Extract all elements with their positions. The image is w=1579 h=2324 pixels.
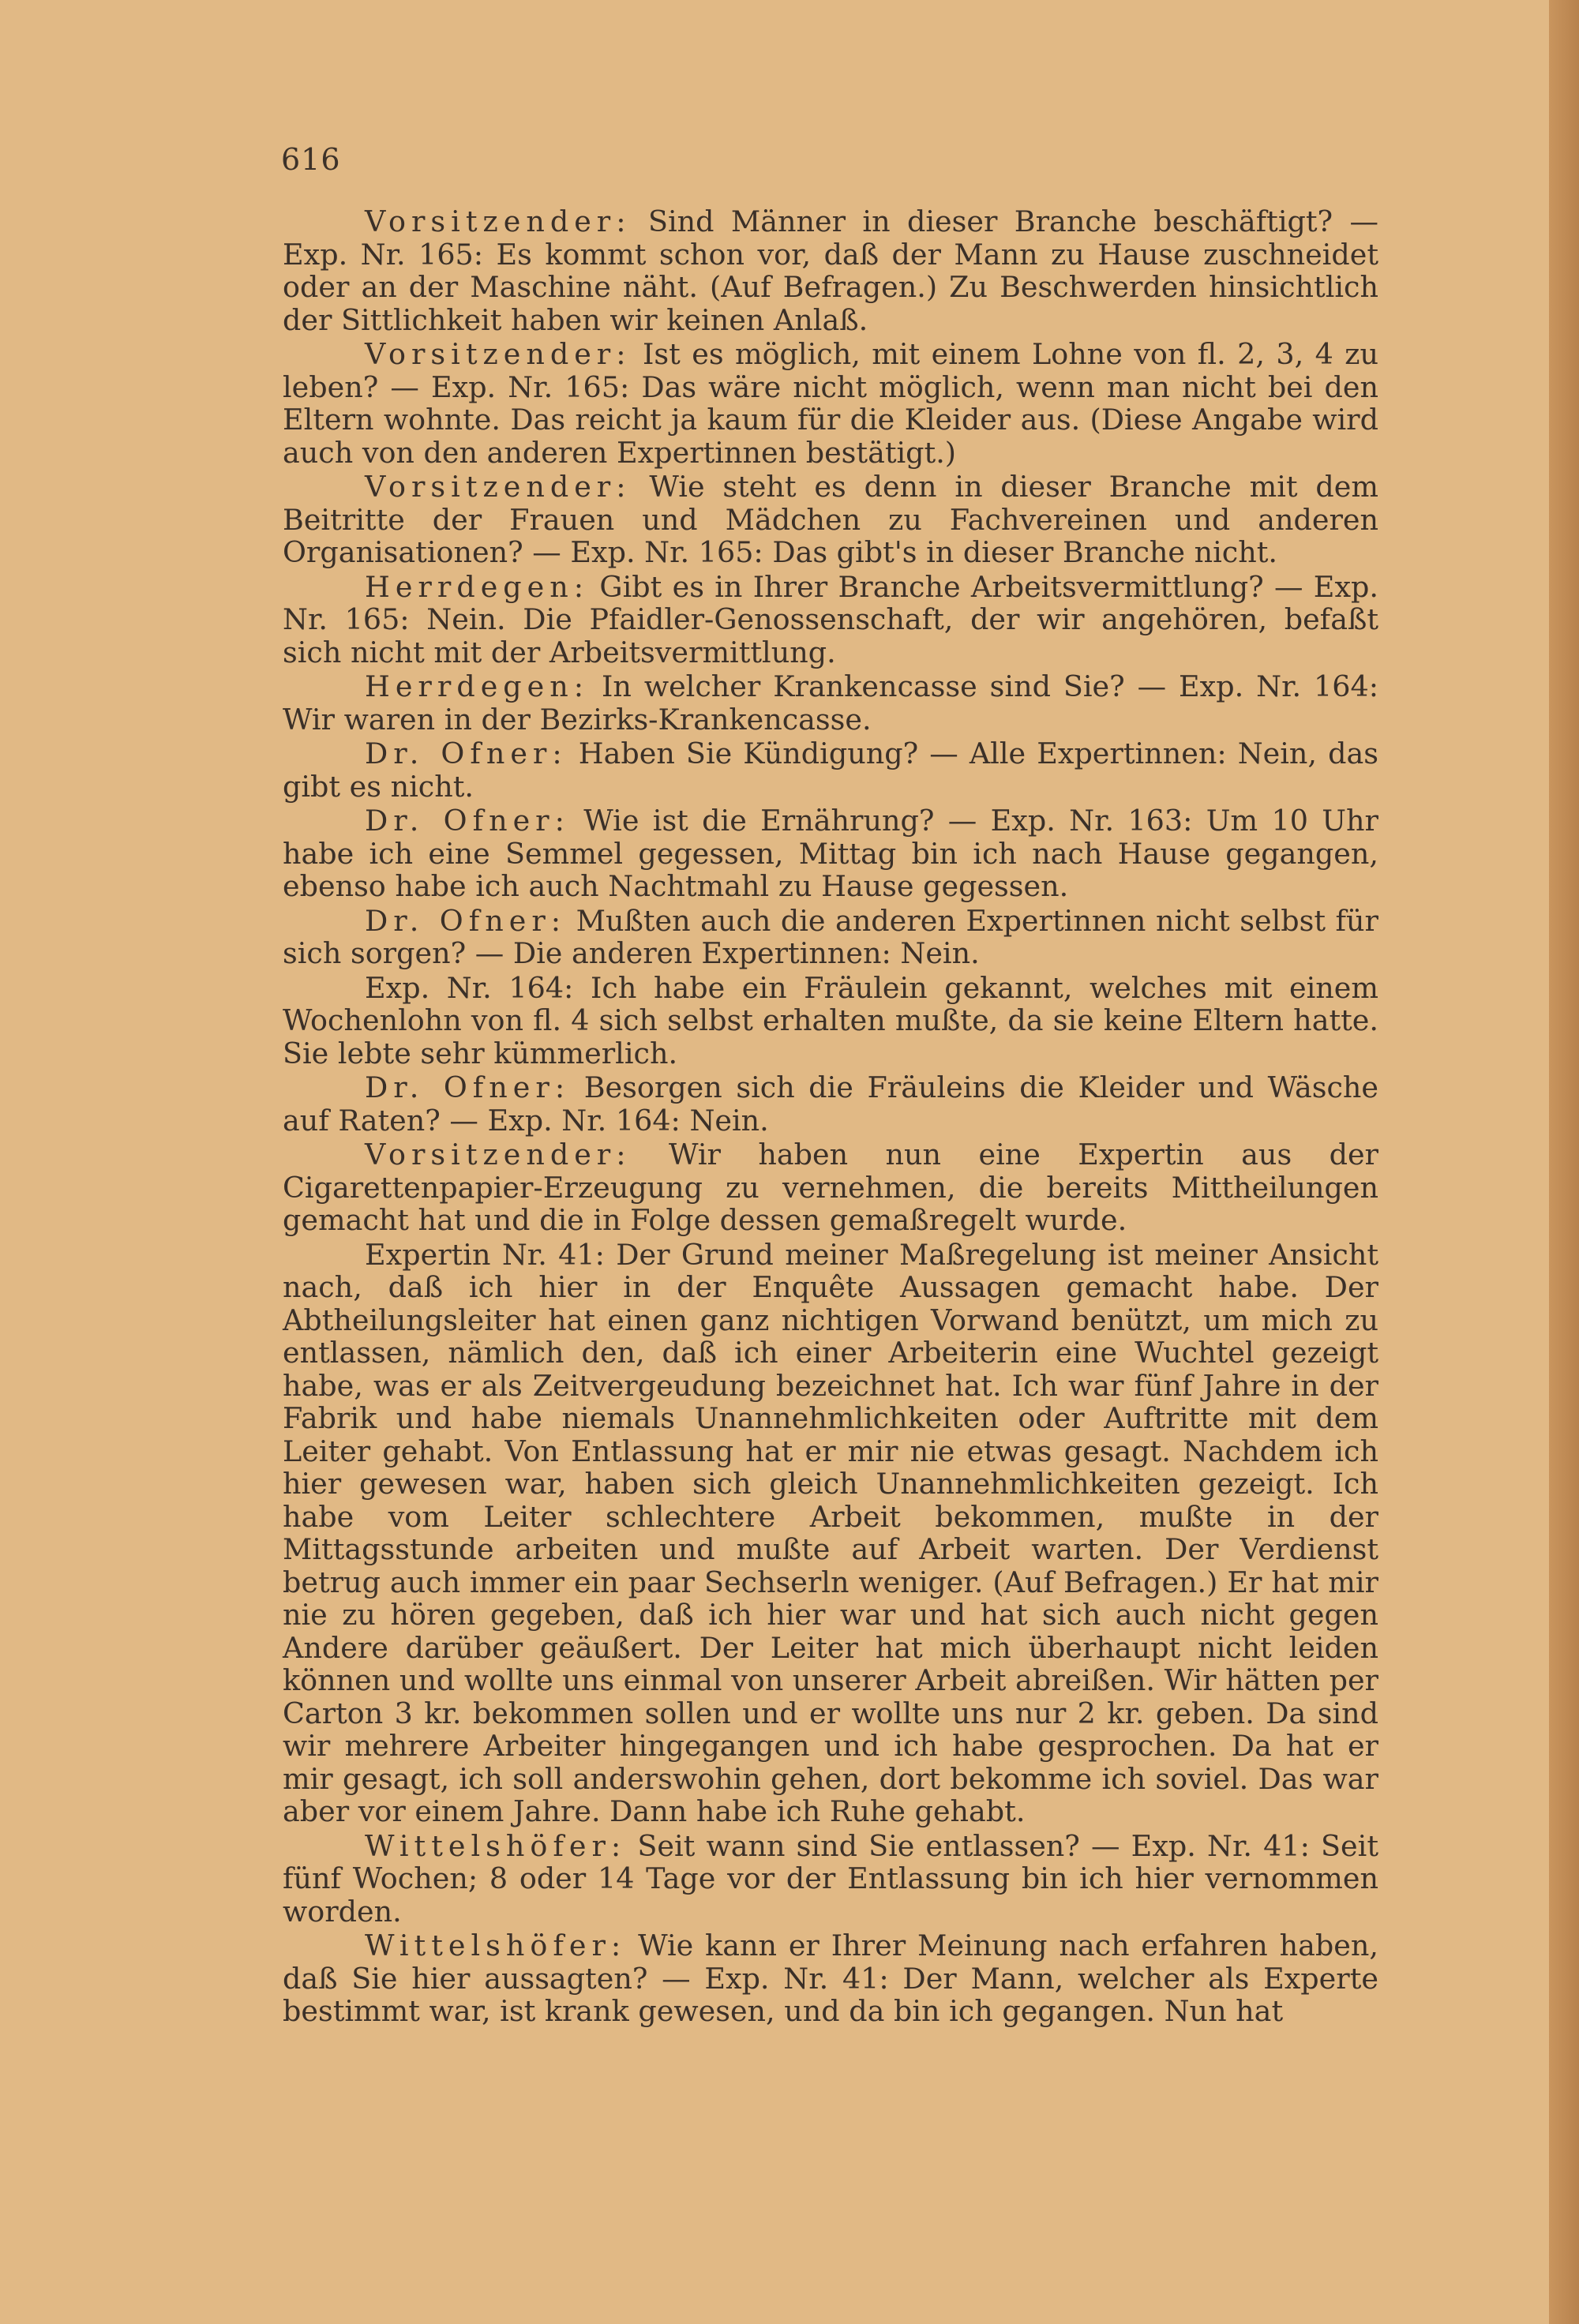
paragraph-text: Sind Männer in dieser Branche beschäftigt? — Exp. Nr. 165: Es kommt schon vor, daß der Mann zu Hause zuschneidet oder an der Maschine näht. (Auf Befragen.) Zu Beschwerden hinsichtlich der Sittlichkeit haben wir keinen Anlaß.	[283, 204, 1378, 337]
paragraph-text: Exp. Nr. 164: Ich habe ein Fräulein gekannt, welches mit einem Wochenlohn von fl. 4 sich selbst erhalten mußte, da sie keine Eltern hatte. Sie lebte sehr kümmerlich.	[283, 970, 1378, 1070]
paragraph	[283, 571, 1378, 669]
paragraph	[283, 972, 1378, 1070]
speaker-label: Wittelshöfer:	[365, 1929, 627, 1962]
paragraph-text: Seit wann sind Sie entlassen? — Exp. Nr. 41: Seit fünf Wochen; 8 oder 14 Tage vor der Entlassung bin ich hier vernommen worden.	[283, 1828, 1378, 1929]
page-body	[283, 205, 1378, 2030]
paragraph	[283, 338, 1378, 469]
paragraph-text: In welcher Krankencasse sind Sie? — Exp. Nr. 164: Wir waren in der Bezirks-Krankencasse.	[283, 669, 1378, 737]
speaker-label: Dr. Ofner:	[365, 903, 567, 938]
speaker-label: Dr. Ofner:	[365, 737, 568, 770]
paragraph	[283, 470, 1378, 569]
page-number: 616	[281, 142, 341, 177]
speaker-label: Vorsitzender:	[365, 337, 632, 371]
paragraph	[283, 1239, 1378, 1828]
book-page-edge	[1549, 0, 1579, 2324]
speaker-label: Dr. Ofner:	[365, 804, 570, 838]
speaker-label: Herrdegen:	[365, 569, 590, 604]
paragraph-text: Wie steht es denn in dieser Branche mit dem Beitritte der Frauen und Mädchen zu Fachvereinen und anderen Organisationen? — Exp. Nr. 165: Das gibt's in dieser Branche nicht.	[283, 470, 1378, 569]
speaker-label: Herrdegen:	[365, 669, 590, 703]
paragraph	[283, 670, 1378, 736]
paragraph-text: Ist es möglich, mit einem Lohne von fl. 2, 3, 4 zu leben? — Exp. Nr. 165: Das wäre nicht möglich, wenn man nicht bei den Eltern wohnte. Das reicht ja kaum für die Kleider aus. (Diese Angabe wird auch von den anderen Expertinnen bestätigt.)	[283, 337, 1378, 470]
paragraph	[283, 1138, 1378, 1237]
paragraph-text: Haben Sie Kündigung? — Alle Expertinnen: Nein, das gibt es nicht.	[283, 737, 1378, 804]
paragraph	[283, 737, 1378, 803]
paragraph	[283, 1929, 1378, 2028]
paragraph-text: Besorgen sich die Fräuleins die Kleider und Wäsche auf Raten? — Exp. Nr. 164: Nein.	[283, 1070, 1378, 1138]
speaker-label: Vorsitzender:	[365, 470, 632, 504]
speaker-label: Vorsitzender:	[365, 204, 632, 238]
speaker-label: Vorsitzender:	[365, 1138, 632, 1171]
paragraph	[283, 1071, 1378, 1137]
speaker-label: Dr. Ofner:	[365, 1070, 571, 1104]
paragraph	[283, 804, 1378, 903]
paragraph-text: Mußten auch die anderen Expertinnen nicht selbst für sich sorgen? — Die anderen Expertinnen: Nein.	[283, 903, 1378, 970]
paragraph-text: Expertin Nr. 41: Der Grund meiner Maßregelung ist meiner Ansicht nach, daß ich hier in der Enquête Aussagen gemacht habe. Der Abtheilungsleiter hat einen ganz nichtigen Vorwand benützt, um mich zu entlassen, nämlich den, daß ich einer Arbeiterin eine Wuchtel gezeigt habe, was er als Zeitvergeudung bezeichnet hat. Ich war fünf Jahre in der Fabrik und habe niemals Unannehmlichkeiten oder Auftritte mit dem Leiter gehabt. Von Entlassung hat er mir nie etwas gesagt. Nachdem ich hier gewesen war, haben sich gleich Unannehmlichkeiten gezeigt. Ich habe vom Leiter schlechtere Arbeit bekommen, mußte in der Mittagsstunde arbeiten und mußte auf Arbeit warten. Der Verdienst betrug auch immer ein paar Sechserln weniger. (Auf Befragen.) Er hat mir nie zu hören gegeben, daß ich hier war und hat sich auch nicht gegen Andere darüber geäußert. Der Leiter hat mich überhaupt nicht leiden können und wollte uns einmal von unserer Arbeit abreißen. Wir hätten per Carton 3 kr. bekommen sollen und er wollte uns nur 2 kr. geben. Da sind wir mehrere Arbeiter hingegangen und ich habe gesprochen. Da hat er mir gesagt, ich soll anderswohin gehen, dort bekomme ich soviel. Das war aber vor einem Jahre. Dann habe ich Ruhe gehabt.	[283, 1237, 1378, 1828]
paragraph	[283, 1830, 1378, 1929]
paragraph-text: Wie ist die Ernährung? — Exp. Nr. 163: Um 10 Uhr habe ich eine Semmel gegessen, Mittag bin ich nach Hause gegangen, ebenso habe ich auch Nachtmahl zu Hause gegessen.	[283, 804, 1378, 903]
paragraph	[283, 905, 1378, 970]
paragraph-text: Wir haben nun eine Expertin aus der Cigarettenpapier-Erzeugung zu vernehmen, die bereits Mittheilungen gemacht hat und die in Folge dessen gemaßregelt wurde.	[283, 1138, 1378, 1237]
speaker-label: Wittelshöfer:	[365, 1828, 627, 1863]
paragraph	[283, 205, 1378, 336]
paragraph-text: Gibt es in Ihrer Branche Arbeitsvermittlung? — Exp. Nr. 165: Nein. Die Pfaidler-Genossenschaft, der wir angehören, befaßt sich nicht mit der Arbeitsvermittlung.	[283, 569, 1378, 669]
paragraph-text: Wie kann er Ihrer Meinung nach erfahren haben, daß Sie hier aussagten? — Exp. Nr. 41: Der Mann, welcher als Experte bestimmt war, ist krank gewesen, und da bin ich gegangen. Nun hat	[283, 1929, 1378, 2028]
